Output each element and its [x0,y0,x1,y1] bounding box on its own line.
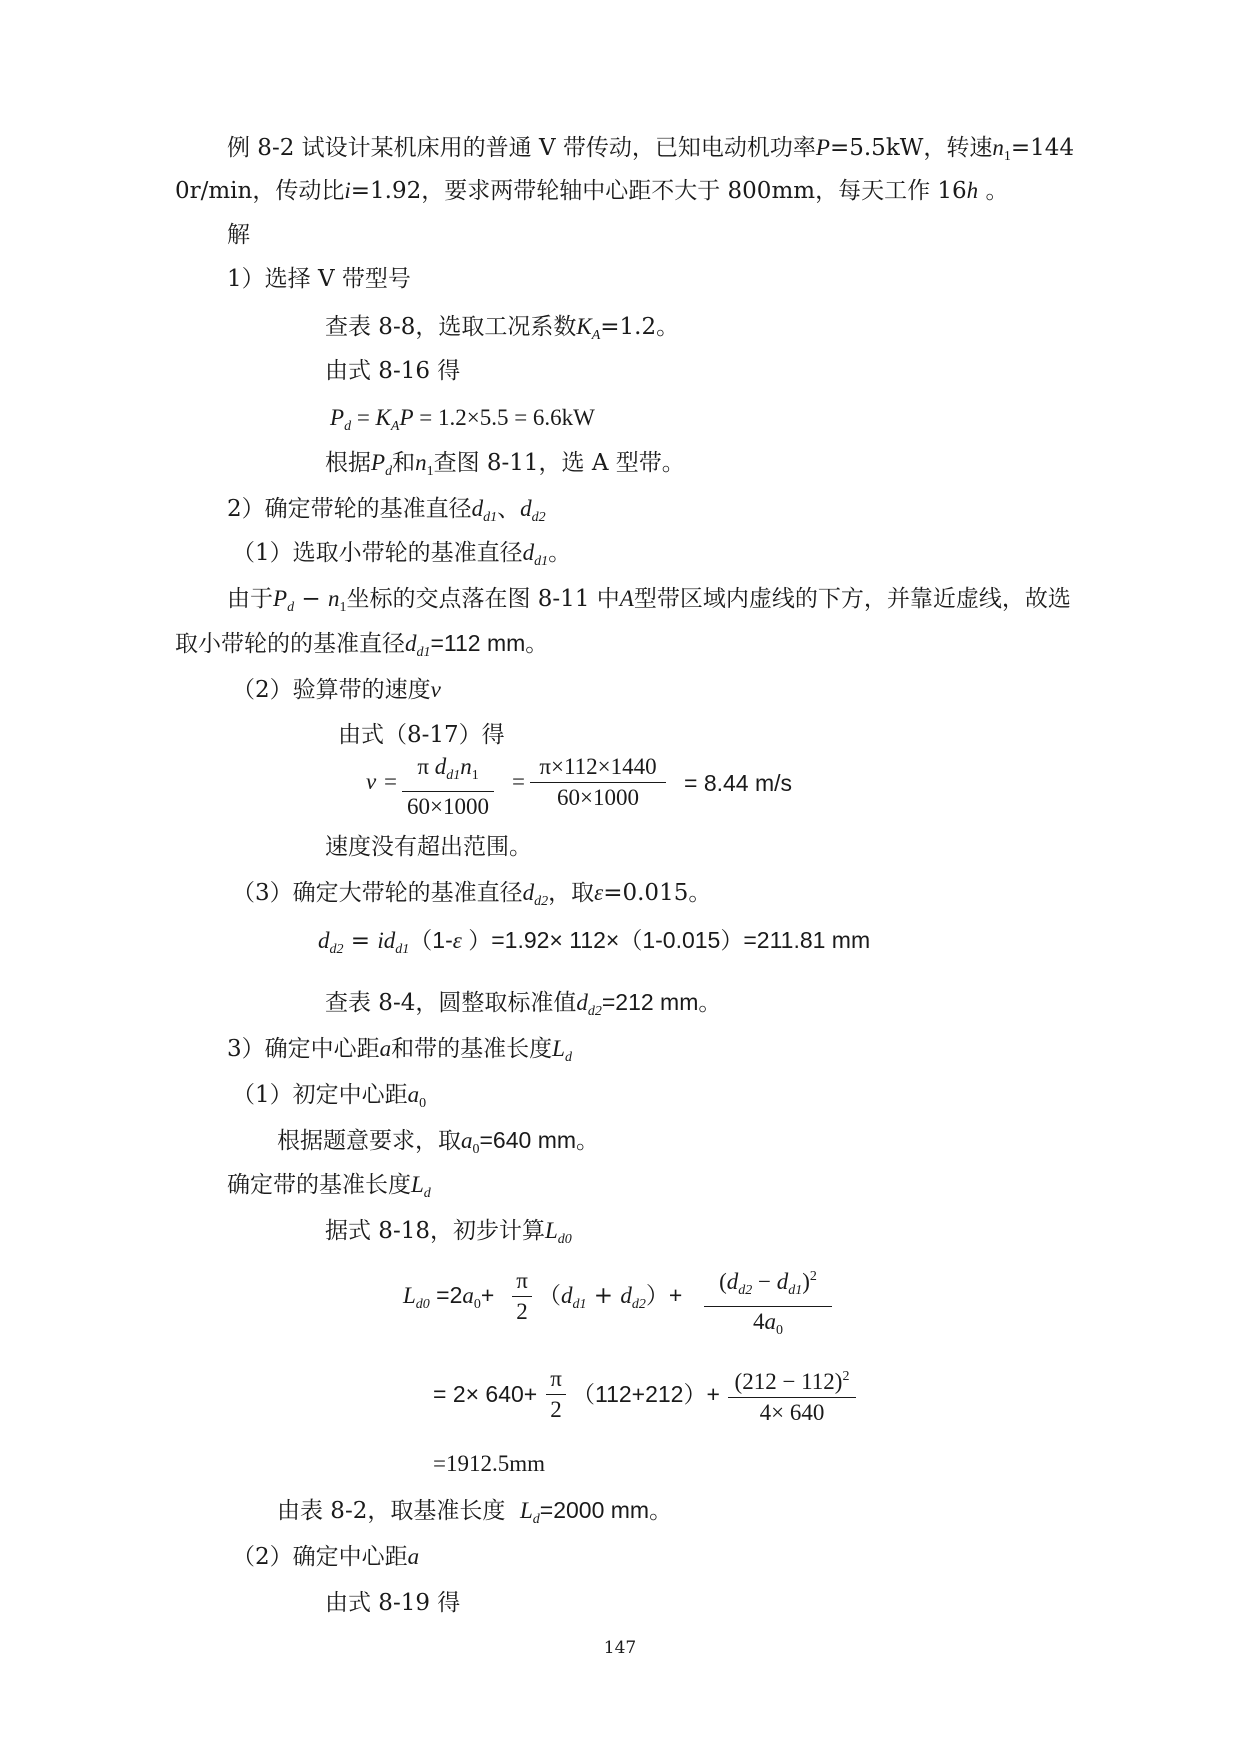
s3-sub-1-line-3: 据式 8-18，初步计算$L_{d0}$ [325,1218,572,1247]
v-fraction-1: π $d_{d1}n_1$ 60×1000 [402,752,494,822]
s3-sub-1-line-6: 由表 8-2，取基准长度 $L_d=2000$ mm。 [277,1497,673,1527]
s2-sub-1: （1）选取小带轮的基准直径$d_{d1}$。 [232,540,572,569]
section-1-heading: 1）选择 V 带型号 [227,266,411,292]
s2-sub-2-line-1: 由式（8-17）得 [338,722,505,748]
s1-line-4: 根据$P_d$和$n_1$查图 8-11，选 A 型带。 [325,450,685,479]
page-number: 147 [603,1638,637,1658]
s3-sub-1-line-2: 确定带的基准长度$L_d$ [227,1172,431,1201]
s2-text-1: 由于$P_d - n_1$坐标的交点落在图 8-11 中A型带区域内虚线的下方，并靠近虚线，故选 [227,586,1071,615]
s1-line-1: 查表 8-8，选取工况系数$K_A=1.2$。 [325,314,680,343]
ld0-middle: $(d_{d1} + d_{d2})+$ [538,1282,683,1312]
ld0-fraction: $(d_{d2} - d_{d1})^2$ $4a_0$ [704,1262,832,1346]
s1-equation: $P_d = K_AP = 1.2\times 5.5 = 6.6kW$ [330,405,595,434]
example-line-2: 0r/min，传动比i=1.92，要求两带轮轴中心距不大于 800mm，每天工作 16h 。 [175,178,1009,204]
s3-sub-2: （2）确定中心距a [232,1544,420,1570]
ld0-sub-pi-over-2: π 2 [546,1364,566,1425]
v-lhs: v [366,769,377,794]
ld0-result: =1912.5mm [433,1451,546,1476]
s2-sub-3: （3）确定大带轮的基准直径$d_{d2}$，取ε=0.015。 [232,880,712,909]
s3-sub-1-line-1: 根据题意要求，取$a_0=640$ mm。 [277,1127,600,1157]
section-3-heading: 3）确定中心距a和带的基准长度$L_d$ [227,1036,572,1065]
v-eq-1: = [384,769,397,794]
v-fraction-2: π×112×1440 60×1000 [530,752,666,813]
s2-sub-2: （2）验算带的速度v [232,677,441,703]
ld0-sub-lhs: = 2× 640+ [433,1381,538,1407]
ld0-sub-fraction: $(212 - 112)^2$ 4× 640 [728,1362,856,1428]
s2-sub-3-line-3: 查表 8-4，圆整取标准值$d_{d2}=212$ mm。 [325,989,722,1019]
section-2-heading: 2）确定带轮的基准直径$d_{d1}$、$d_{d2}$ [227,496,546,525]
s3-sub-1: （1）初定中心距$a_0$ [232,1082,427,1111]
s1-line-2: 由式 8-16 得 [325,358,461,384]
solution-label: 解 [227,222,250,248]
v-result: = 8.44 m/s [684,770,793,796]
s2-text-2: 取小带轮的的基准直径$d_{d1}=112$ mm。 [175,630,549,660]
s2-sub-2-line-3: 速度没有超出范围。 [325,834,532,860]
s3-sub-2-line-1: 由式 8-19 得 [325,1590,461,1616]
ld0-lhs: $L_{d0} =2a_0+$ [403,1282,495,1312]
ld0-pi-over-2: π 2 [512,1266,532,1327]
ld0-sub-middle: （112+212）+ [572,1381,720,1407]
example-line-1: 例 8-2 试设计某机床用的普通 V 带传动，已知电动机功率P=5.5kW，转速$n_1=144$ [227,135,1075,164]
s2-sub-3-equation: $d_{d2} = id_{d1}(1-\varepsilon$ ）=1.92× 112×（1-0.015）=211.81 mm [318,927,871,957]
v-eq-2: = [512,769,525,794]
